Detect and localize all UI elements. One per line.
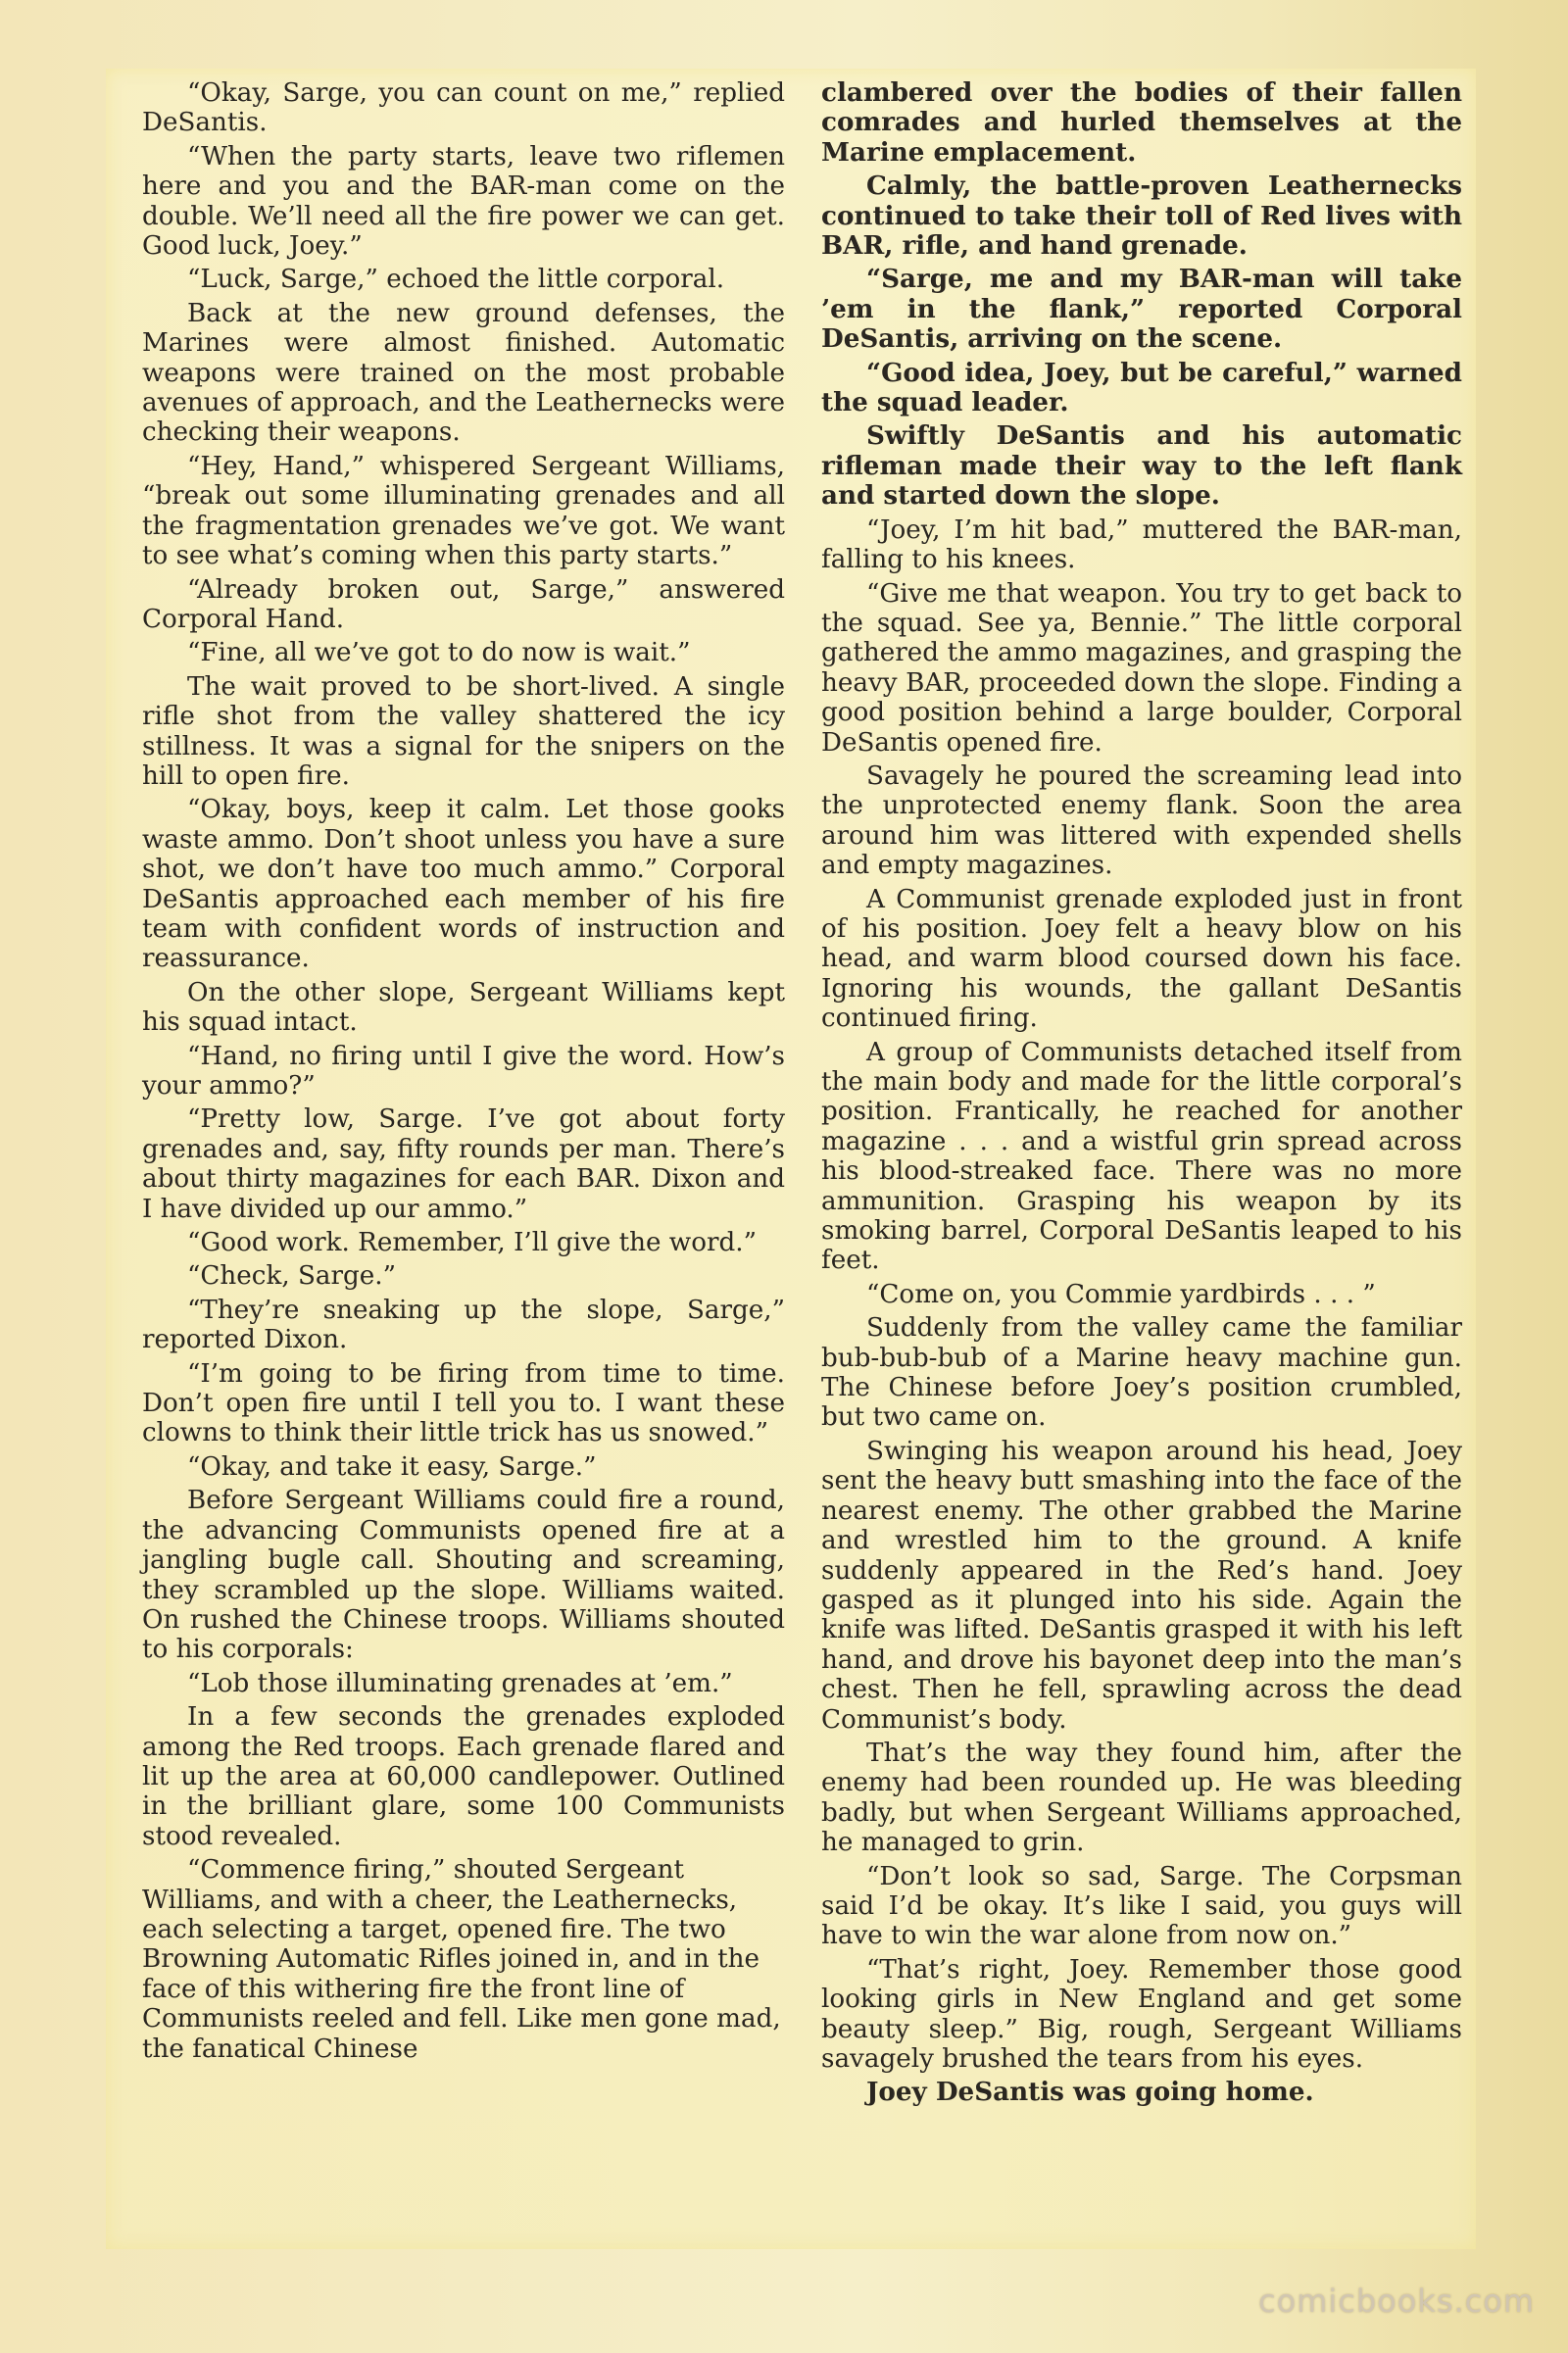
paragraph: “Fine, all we’ve got to do now is wait.” [187,638,691,668]
closing-line: Joey DeSantis was going home. [866,2077,1314,2108]
right-text-column [821,78,1462,2112]
paragraph: “Come on, you Commie yardbirds . . . ” [866,1279,1376,1309]
paragraph: Calmly, the battle-proven Leathernecks continued to take their toll of Red lives with BAR, rifle, and hand grenade. [821,171,1462,262]
paragraph: “I’m going to be firing from time to time. Don’t open fire until I tell you to. I want these clowns to think their little trick has us snowed.” [142,1358,785,1448]
paragraph: The wait proved to be short-lived. A single rifle shot from the valley shattered the icy stillness. It was a signal for the snipers on the hill to open fire. [142,671,785,791]
paragraph: “Good work. Remember, I’ll give the word.” [187,1228,757,1258]
paragraph: “Okay, and take it easy, Sarge.” [187,1451,597,1482]
paragraph: clambered over the bodies of their fallen comrades and hurled themselves at the Marine emplacement. [821,77,1462,168]
left-text-column [142,78,785,2068]
paragraph: In a few seconds the grenades exploded among the Red troops. Each grenade flared and lit up the area at 60,000 candlepower. Outlined in the brilliant glare, some 100 Communists stood revealed. [142,1702,785,1851]
paragraph: A group of Communists detached itself from the main body and made for the little corporal’s position. Frantically, he reached for another magazine . . . and a wistful grin spread across his blood-streaked face. There was no more ammunition. Grasping his weapon by its smoking barrel, Corporal DeSantis leaped to his feet. [821,1037,1462,1276]
paragraph: “Don’t look so sad, Sarge. The Corpsman said I’d be okay. It’s like I said, you guys will have to win the war alone from now on.” [821,1861,1462,1951]
paragraph: “That’s right, Joey. Remember those good looking girls in New England and get some beauty sleep.” Big, rough, Sergeant Williams savagely brushed the tears from his eyes. [821,1954,1462,2074]
paragraph: “Good idea, Joey, but be careful,” warned the squad leader. [821,357,1462,418]
paragraph: “Hand, no firing until I give the word. How’s your ammo?” [142,1041,785,1101]
paragraph: “Commence firing,” shouted Sergeant Williams, and with a cheer, the Leathernecks, each selecting a target, opened fire. The two Browning Automatic Rifles joined in, and in the face of this withering fire the front line of Communists reeled and fell. Like men gone mad, the fanatical Chinese [142,1855,781,2064]
site-watermark: comicbooks.com [1257,2282,1535,2320]
paragraph: That’s the way they found him, after the enemy had been rounded up. He was bleeding badly, but when Sergeant Williams approached, he managed to grin. [821,1738,1462,1858]
paragraph: “Check, Sarge.” [187,1261,397,1292]
paragraph: “Okay, Sarge, you can count on me,” replied DeSantis. [142,78,785,138]
paragraph: “Lob those illuminating grenades at ’em.” [187,1668,733,1698]
paragraph: Suddenly from the valley came the familiar bub-bub-bub of a Marine heavy machine gun. The Chinese before Joey’s position crumbled, but two came on. [821,1313,1462,1433]
paragraph: “Sarge, me and my BAR-man will take ’em in the flank,” reported Corporal DeSantis, arriving on the scene. [821,264,1462,355]
paragraph: “Luck, Sarge,” echoed the little corporal. [187,265,725,295]
paragraph: Before Sergeant Williams could fire a round, the advancing Communists opened fire at a jangling bugle call. Shouting and screaming, they scrambled up the slope. Williams waited. On rushed the Chinese troops. Williams shouted to his corporals: [142,1486,785,1665]
paragraph: “When the party starts, leave two riflemen here and you and the BAR-man come on the double. We’ll need all the fire power we can get. Good luck, Joey.” [142,141,785,262]
paragraph: “Pretty low, Sarge. I’ve got about forty grenades and, say, fifty rounds per man. There’s about thirty magazines for each BAR. Dixon and I have divided up our ammo.” [142,1104,785,1224]
paragraph: “Give me that weapon. You try to get back to the squad. See ya, Bennie.” The little corporal gathered the ammo magazines, and grasping the heavy BAR, proceeded down the slope. Finding a good position behind a large boulder, Corporal DeSantis opened fire. [821,578,1462,758]
paragraph: Savagely he poured the screaming lead into the unprotected enemy flank. Soon the area around him was littered with expended shells and empty magazines. [821,760,1462,881]
paragraph: “Okay, boys, keep it calm. Let those gooks waste ammo. Don’t shoot unless you have a sure shot, we don’t have too much ammo.” Corporal DeSantis approached each member of his fire team with confident words of instruction and reassurance. [142,795,785,974]
paragraph: “Joey, I’m hit bad,” muttered the BAR-man, falling to his knees. [821,515,1462,575]
paragraph: “Already broken out, Sarge,” answered Corporal Hand. [142,574,785,634]
paragraph: “They’re sneaking up the slope, Sarge,” reported Dixon. [142,1295,785,1355]
paragraph: Back at the new ground defenses, the Marines were almost finished. Automatic weapons were trained on the most probable avenues of approach, and the Leathernecks were checking their weapons. [142,298,785,448]
paragraph: On the other slope, Sergeant Williams kept his squad intact. [142,977,785,1038]
paragraph: A Communist grenade exploded just in front of his position. Joey felt a heavy blow on his head, and warm blood coursed down his face. Ignoring his wounds, the gallant DeSantis continued firing. [821,884,1462,1034]
paragraph: Swiftly DeSantis and his automatic rifleman made their way to the left flank and started down the slope. [821,420,1462,512]
paragraph: “Hey, Hand,” whispered Sergeant Williams, “break out some illuminating grenades and all the fragmentation grenades we’ve got. We want to see what’s coming when this party starts.” [142,451,785,571]
paragraph: Swinging his weapon around his head, Joey sent the heavy butt smashing into the face of the nearest enemy. The other grabbed the Marine and wrestled him to the ground. A knife suddenly appeared in the Red’s hand. Joey gasped as it plunged into his side. Again the knife was lifted. DeSantis grasped it with his left hand, and drove his bayonet deep into the man’s chest. Then he fell, sprawling across the dead Communist’s body. [821,1436,1462,1735]
